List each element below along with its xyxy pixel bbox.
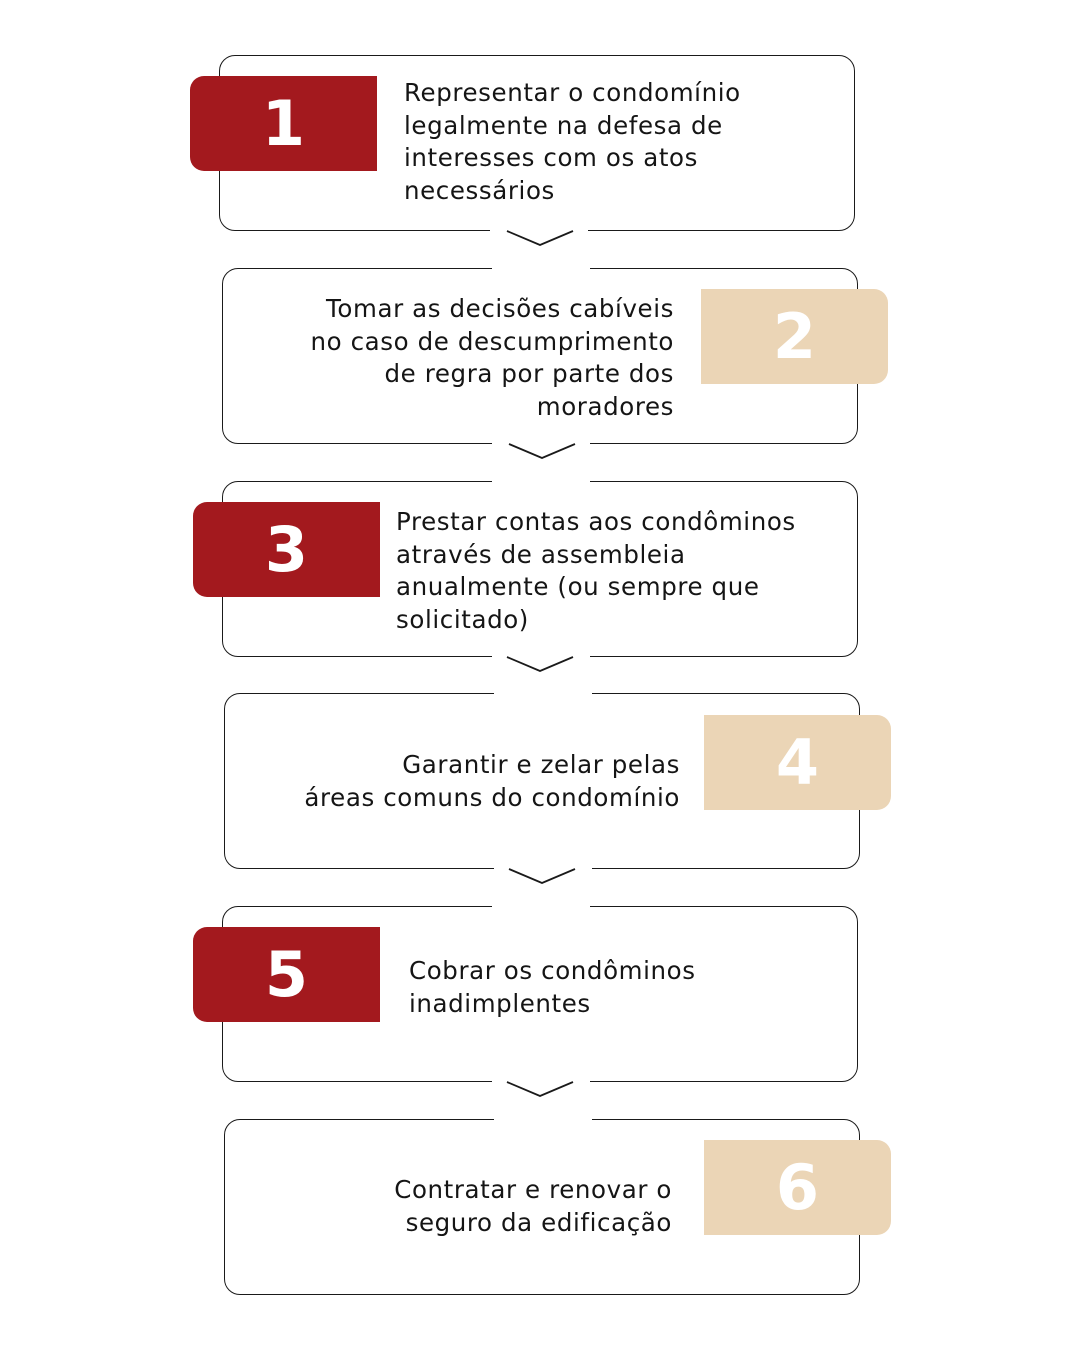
chevron-down-icon bbox=[507, 1080, 573, 1098]
chevron-down-icon bbox=[509, 442, 575, 460]
step-text-3: Prestar contas aos condôminos através de assembleia anualmente (ou sempre que solicitado) bbox=[396, 507, 796, 634]
step-number-badge-4: 4 bbox=[704, 715, 891, 810]
step-text-2: Tomar as decisões cabíveis no caso de descumprimento de regra por parte dos moradores bbox=[310, 294, 674, 421]
chevron-down-icon bbox=[507, 655, 573, 673]
chevron-down-icon bbox=[509, 867, 575, 885]
step-text-1: Representar o condomínio legalmente na defesa de interesses com os atos necessários bbox=[404, 78, 741, 205]
step-text-6: Contratar e renovar o seguro da edificação bbox=[394, 1175, 672, 1237]
step-number-badge-2: 2 bbox=[701, 289, 888, 384]
step-number-badge-5: 5 bbox=[193, 927, 380, 1022]
chevron-down-icon bbox=[507, 229, 573, 247]
step-text-5: Cobrar os condôminos inadimplentes bbox=[409, 956, 696, 1018]
step-number-badge-3: 3 bbox=[193, 502, 380, 597]
step-text-4: Garantir e zelar pelas áreas comuns do condomínio bbox=[304, 750, 680, 812]
step-number-badge-6: 6 bbox=[704, 1140, 891, 1235]
step-number-badge-1: 1 bbox=[190, 76, 377, 171]
